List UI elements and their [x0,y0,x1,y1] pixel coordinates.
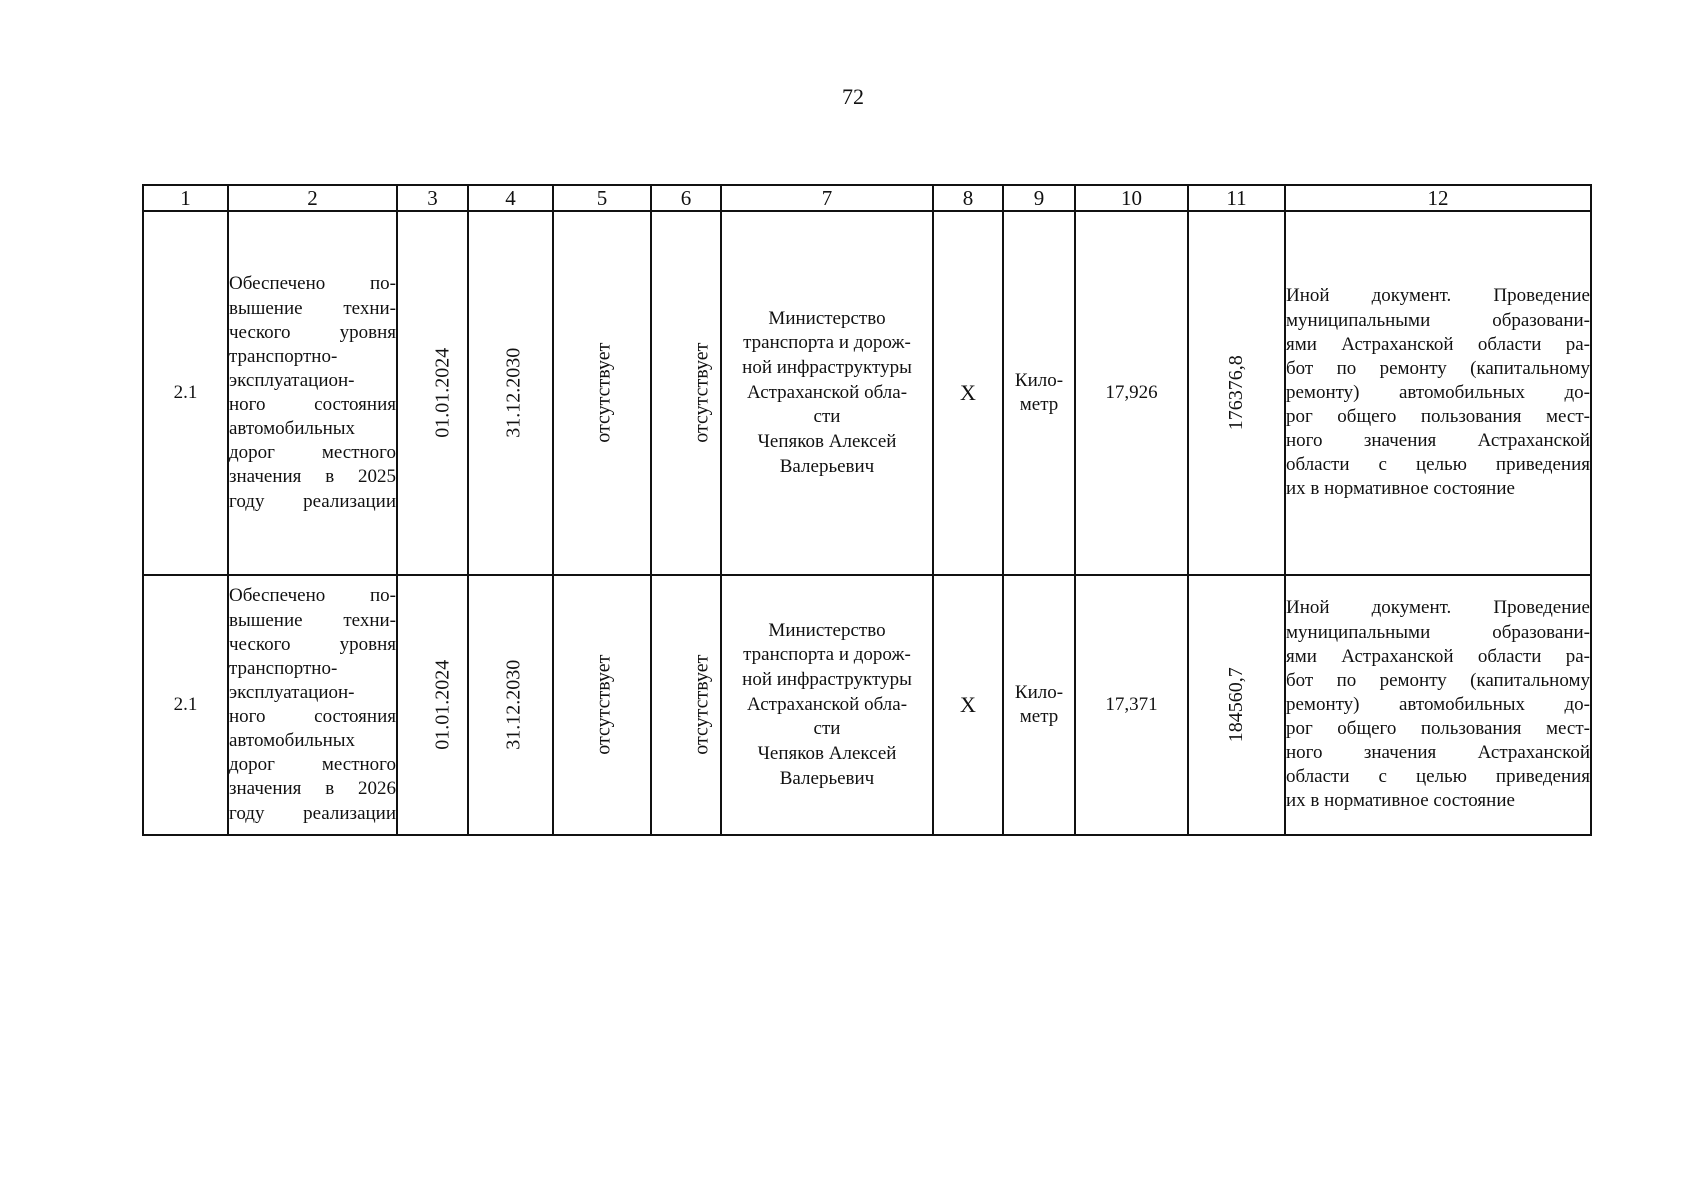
start-date: 01.01.2024 [431,347,454,438]
amount-cell [1188,211,1285,575]
column-header: 10 [1075,185,1188,211]
col8-value: X [933,211,1003,575]
column-header: 12 [1285,185,1591,211]
column-header: 7 [721,185,933,211]
row-number: 2.1 [143,575,228,835]
unit: Кило- метр [1003,211,1075,575]
responsible-party: Министерство транспорта и дорож- ной инфраструктуры Астраханской обла- сти Чепяков Алексей Валерьевич [721,575,933,835]
result-description: Обеспечено по- вышение техни- ческого уровня транспортно- эксплуатацион- ного состояния автомобильных дорог местного значения в 2026 году реализации [228,575,397,835]
col5-cell [553,211,651,575]
page-number: 72 [842,84,864,109]
end-date-cell [468,575,553,835]
start-date-cell [397,211,468,575]
row-number: 2.1 [143,211,228,575]
column-header: 3 [397,185,468,211]
table-row [143,575,1591,835]
column-header: 2 [228,185,397,211]
amount: 176376,8 [1224,355,1247,431]
column-header: 9 [1003,185,1075,211]
end-date: 31.12.2030 [502,659,525,750]
result-description: Обеспечено по- вышение техни- ческого уровня транспортно- эксплуатацион- ного состояния автомобильных дорог местного значения в 2025 году реализации [228,211,397,575]
amount-cell [1188,575,1285,835]
amount: 184560,7 [1224,667,1247,743]
start-date-cell [397,575,468,835]
col5-value: отсутствует [592,654,615,756]
col5-cell [553,575,651,835]
col5-value: отсутствует [592,342,615,444]
responsible-party: Министерство транспорта и дорож- ной инфраструктуры Астраханской обла- сти Чепяков Алексей Валерьевич [721,211,933,575]
document-description: Иной документ. Проведение муниципальными образовани- ями Астраханской области ра- бот по ремонту (капитальному ремонту) автомобильных до- рог общего пользования мест- ного значения Астраханской области с целью приведения их в нормативное состояние [1285,575,1591,835]
column-header: 11 [1188,185,1285,211]
col6-value: отсутствует [690,654,713,756]
column-header: 1 [143,185,228,211]
document-description: Иной документ. Проведение муниципальными образовани- ями Астраханской области ра- бот по ремонту (капитальному ремонту) автомобильных до- рог общего пользования мест- ного значения Астраханской области с целью приведения их в нормативное состояние [1285,211,1591,575]
start-date: 01.01.2024 [431,659,454,750]
column-header: 5 [553,185,651,211]
col8-value: X [933,575,1003,835]
column-header: 8 [933,185,1003,211]
column-header: 4 [468,185,553,211]
end-date-cell [468,211,553,575]
column-number-row [143,185,1591,211]
value: 17,371 [1075,575,1188,835]
column-header: 6 [651,185,721,211]
col6-cell [651,575,721,835]
col6-cell [651,211,721,575]
table-row [143,211,1591,575]
value: 17,926 [1075,211,1188,575]
col6-value: отсутствует [690,342,713,444]
end-date: 31.12.2030 [502,347,525,438]
plan-table [142,184,1592,836]
unit: Кило- метр [1003,575,1075,835]
